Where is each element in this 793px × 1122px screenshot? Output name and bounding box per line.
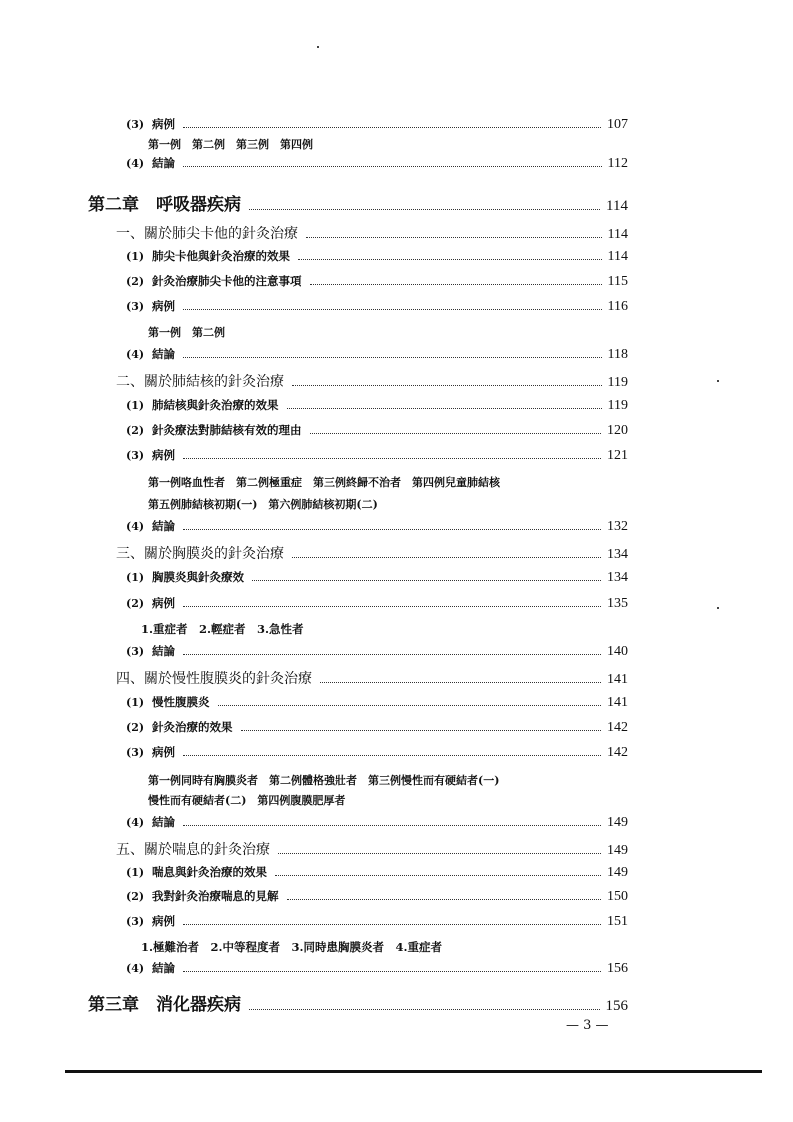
dot-leader (183, 606, 601, 607)
dot-leader (310, 284, 602, 285)
entry-page: 156 (605, 998, 628, 1014)
entry-title: 第一例咯血性者 第二例極重症 第三例終歸不治者 第四例兒童肺結核 (148, 476, 500, 489)
entry-title: 三、關於胸膜炎的針灸治療 (116, 546, 284, 562)
dot-leader (183, 529, 601, 530)
entry-title: 針灸療法對肺結核有效的理由 (152, 423, 302, 437)
entry-page: 114 (607, 249, 628, 264)
entry-title: 喘息與針灸治療的效果 (152, 865, 267, 879)
entry-number: (4) (126, 520, 145, 533)
toc-entry-item (126, 913, 628, 930)
dot-leader (183, 924, 601, 925)
entry-title: 慢性而有硬結者(二) 第四例腹膜肥厚者 (148, 794, 346, 807)
toc-entry-item (126, 155, 628, 172)
entry-title: 肺結核與針灸治療的效果 (152, 398, 279, 412)
toc-entry-item (126, 814, 628, 831)
toc-entry-item (126, 643, 628, 660)
dot-leader (249, 209, 600, 210)
entry-title: 針灸治療的效果 (152, 720, 233, 734)
toc-entry-sub (148, 474, 500, 490)
entry-number: (4) (126, 816, 145, 829)
entry-title: 結論 (152, 644, 175, 658)
toc-entry-subnum (141, 621, 304, 637)
entry-page: 114 (607, 227, 628, 242)
entry-title: 第一例 第二例 第三例 第四例 (148, 138, 313, 151)
entry-page: 135 (607, 596, 628, 611)
dot-leader (183, 357, 602, 358)
entry-title: 四、關於慢性腹膜炎的針灸治療 (116, 671, 312, 687)
toc-entry-item (126, 719, 628, 736)
entry-page: 107 (607, 117, 628, 132)
entry-page: 150 (607, 889, 628, 904)
entry-number: (3) (126, 746, 145, 759)
entry-title: 結論 (152, 519, 175, 533)
toc-entry-section (116, 223, 628, 243)
entry-title: 病例 (152, 448, 175, 462)
entry-number: (3) (126, 915, 145, 928)
entry-number: (2) (126, 721, 145, 734)
entry-number: (3) (126, 118, 145, 131)
entry-number: (4) (126, 962, 145, 975)
toc-entry-item (126, 694, 628, 711)
entry-title: 我對針灸治療喘息的見解 (152, 889, 279, 903)
toc-entry-subnum (141, 939, 442, 955)
entry-title: 第三章 消化器疾病 (88, 995, 241, 1015)
entry-page: 151 (607, 914, 628, 929)
entry-title: 結論 (152, 961, 175, 975)
entry-number: (3) (126, 645, 145, 658)
toc-entry-item (126, 960, 628, 977)
toc-entry-item (126, 116, 628, 133)
toc-entry-section (116, 371, 628, 391)
entry-page: 119 (607, 398, 628, 413)
entry-number: (1) (126, 399, 145, 412)
dot-leader (183, 654, 601, 655)
entry-page: 141 (607, 672, 628, 687)
dot-leader (306, 237, 602, 238)
entry-page: 149 (607, 843, 628, 858)
dot-leader (183, 755, 601, 756)
entry-page: 141 (607, 695, 628, 710)
entry-title: 病例 (152, 299, 175, 313)
entry-number: (1) (126, 696, 145, 709)
toc-entry-section (116, 543, 628, 563)
entry-number: (4) (126, 157, 145, 170)
entry-number: (2) (126, 424, 145, 437)
entry-page: 134 (607, 547, 628, 562)
entry-page: 132 (607, 519, 628, 534)
toc-entry-sub (148, 324, 225, 340)
toc-entry-item (126, 346, 628, 363)
toc-entry-item (126, 518, 628, 535)
entry-page: 115 (607, 274, 628, 289)
toc-entry-item (126, 422, 628, 439)
entry-number: (4) (126, 348, 145, 361)
toc-entry-item (126, 864, 628, 881)
entry-title: 結論 (152, 156, 175, 170)
entry-title: 肺尖卡他與針灸治療的效果 (152, 249, 290, 263)
toc-entry-item (126, 744, 628, 761)
entry-title: 1.極難治者 2.中等程度者 3.同時患胸膜炎者 4.重症者 (141, 940, 443, 954)
dot-leader (287, 899, 602, 900)
entry-page: 119 (607, 375, 628, 390)
toc-entry-item (126, 298, 628, 315)
toc-entry-item (126, 569, 628, 586)
entry-title: 結論 (152, 347, 175, 361)
dot-leader (298, 259, 602, 260)
entry-page: 156 (607, 961, 628, 976)
dot-leader (183, 971, 601, 972)
entry-number: (1) (126, 571, 145, 584)
entry-title: 病例 (152, 745, 175, 759)
entry-number: (3) (126, 300, 145, 313)
entry-number: (2) (126, 890, 145, 903)
dot-leader (292, 385, 602, 386)
dot-leader (183, 127, 601, 128)
dot-leader (278, 853, 601, 854)
entry-page: 116 (607, 299, 628, 314)
entry-title: 胸膜炎與針灸療效 (152, 570, 244, 584)
entry-page: 142 (607, 745, 628, 760)
dot-leader (287, 408, 602, 409)
dot-leader (320, 682, 601, 683)
entry-title: 二、關於肺結核的針灸治療 (116, 374, 284, 390)
dot-leader (183, 309, 602, 310)
page-number: — 3 — (566, 1018, 609, 1033)
scan-speck (717, 607, 719, 609)
toc-entry-item (126, 595, 628, 612)
entry-title: 結論 (152, 815, 175, 829)
entry-number: (3) (126, 449, 145, 462)
toc-entry-sub (148, 496, 378, 512)
entry-page: 114 (606, 198, 628, 214)
dot-leader (183, 166, 602, 167)
entry-page: 149 (607, 815, 628, 830)
scan-speck (717, 380, 719, 382)
dot-leader (241, 730, 602, 731)
toc-entry-sub (148, 792, 345, 808)
entry-number: (1) (126, 866, 145, 879)
entry-title: 第五例肺結核初期(一) 第六例肺結核初期(二) (148, 498, 378, 511)
toc-entry-section (116, 668, 628, 688)
entry-page: 134 (607, 570, 628, 585)
bottom-rule (65, 1070, 762, 1073)
toc-entry-item (126, 447, 628, 464)
toc-entry-chapter (88, 990, 628, 1015)
entry-title: 一、關於肺尖卡他的針灸治療 (116, 226, 298, 242)
entry-page: 112 (607, 156, 628, 171)
entry-title: 病例 (152, 914, 175, 928)
toc-entry-item (126, 888, 628, 905)
entry-title: 第二章 呼吸器疾病 (88, 195, 241, 215)
entry-title: 病例 (152, 117, 175, 131)
entry-page: 149 (607, 865, 628, 880)
entry-title: 1.重症者 2.輕症者 3.急性者 (141, 622, 304, 636)
entry-page: 142 (607, 720, 628, 735)
entry-page: 118 (607, 347, 628, 362)
dot-leader (252, 580, 601, 581)
entry-title: 第一例 第二例 (148, 326, 225, 339)
dot-leader (183, 458, 601, 459)
toc-entry-item (126, 248, 628, 265)
entry-number: (1) (126, 250, 145, 263)
entry-title: 慢性腹膜炎 (152, 695, 210, 709)
toc-entry-item (126, 397, 628, 414)
toc-entry-item (126, 273, 628, 290)
entry-page: 140 (607, 644, 628, 659)
entry-number: (2) (126, 275, 145, 288)
dot-leader (218, 705, 602, 706)
entry-title: 病例 (152, 596, 175, 610)
toc-entry-sub (148, 136, 313, 152)
entry-title: 針灸治療肺尖卡他的注意事項 (152, 274, 302, 288)
dot-leader (310, 433, 602, 434)
dot-leader (292, 557, 601, 558)
entry-page: 121 (607, 448, 628, 463)
dot-leader (275, 875, 601, 876)
dot-leader (183, 825, 601, 826)
toc-entry-sub (148, 772, 499, 788)
dot-leader (249, 1009, 600, 1010)
entry-title: 第一例同時有胸膜炎者 第二例體格強壯者 第三例慢性而有硬結者(一) (148, 774, 500, 787)
toc-entry-chapter (88, 190, 628, 215)
scan-speck (317, 46, 319, 48)
toc-entry-section (116, 839, 628, 859)
entry-number: (2) (126, 597, 145, 610)
entry-title: 五、關於喘息的針灸治療 (116, 842, 270, 858)
entry-page: 120 (607, 423, 628, 438)
